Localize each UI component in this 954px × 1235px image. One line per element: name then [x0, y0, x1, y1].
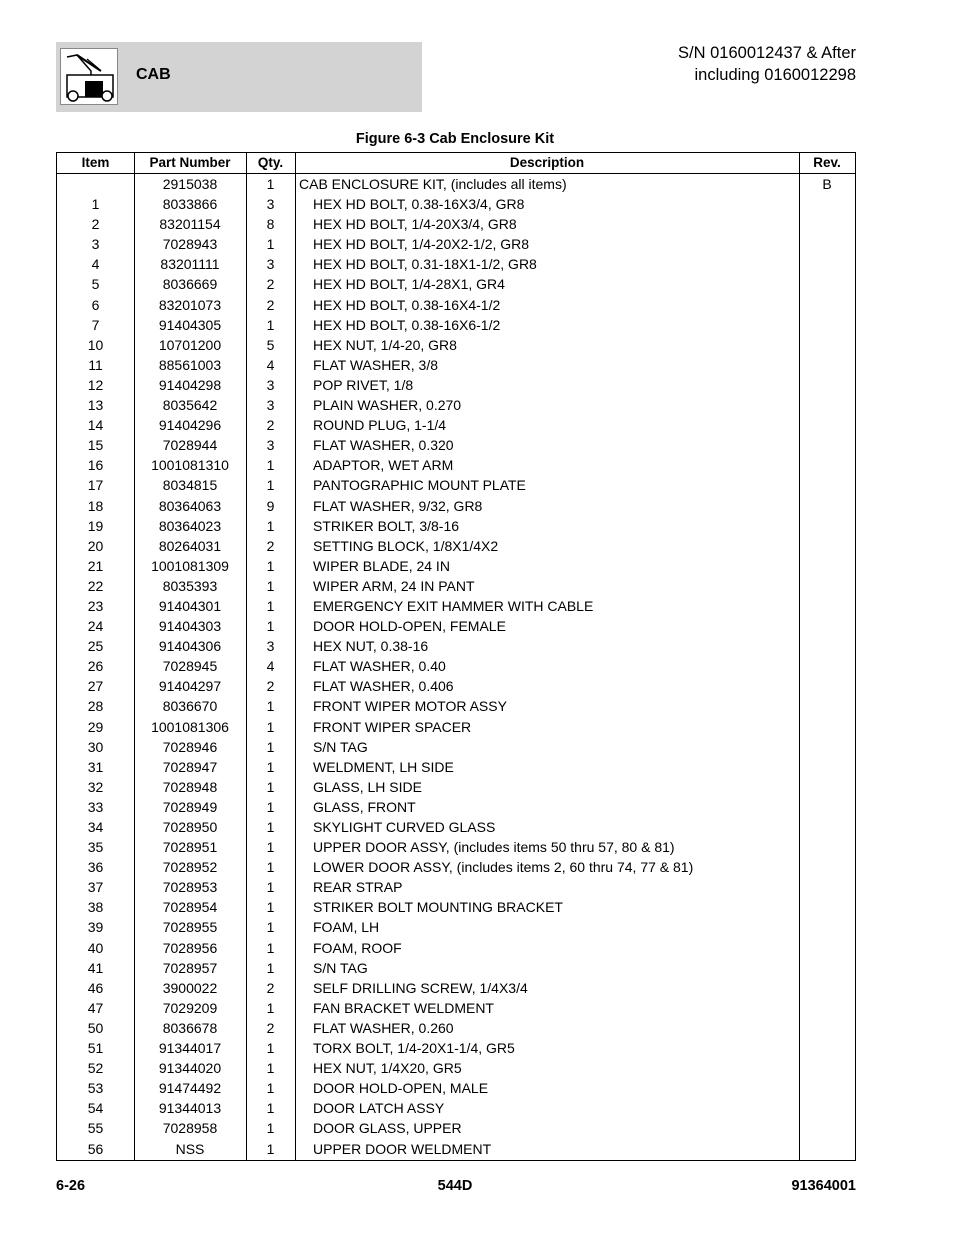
description-cell: HEX NUT, 1/4X20, GR5	[313, 1060, 462, 1077]
part-number-cell: 7028955	[162, 919, 218, 936]
description-cell: HEX HD BOLT, 0.38-16X4-1/2	[313, 296, 501, 313]
item-cell: 5	[91, 276, 100, 293]
description-cell: FLAT WASHER, 9/32, GR8	[313, 497, 483, 514]
item-cell: 1	[91, 196, 100, 213]
description-cell: FLAT WASHER, 0.40	[313, 658, 446, 675]
table-row	[57, 435, 855, 455]
item-cell: 3	[91, 236, 100, 253]
part-number-cell: 91404305	[158, 316, 222, 333]
item-cell: 13	[87, 397, 104, 414]
description-cell: DOOR GLASS, UPPER	[313, 1120, 462, 1137]
description-cell: FOAM, LH	[313, 919, 380, 936]
manual-number: 91364001	[791, 1178, 856, 1194]
qty-cell: 1	[266, 236, 275, 253]
qty-cell: 1	[266, 758, 275, 775]
part-number-cell: 7029209	[162, 999, 218, 1016]
column-header-part-number: Part Number	[149, 155, 231, 170]
table-row	[57, 938, 855, 958]
item-cell: 15	[87, 437, 104, 454]
table-row	[57, 295, 855, 315]
part-number-cell: 10701200	[158, 336, 222, 353]
qty-cell: 3	[266, 256, 275, 273]
description-cell: SETTING BLOCK, 1/8X1/4X2	[313, 537, 499, 554]
table-row	[57, 455, 855, 475]
description-cell: GLASS, FRONT	[313, 798, 416, 815]
table-row	[57, 174, 855, 194]
table-row	[57, 475, 855, 495]
table-row	[57, 636, 855, 656]
qty-cell: 1	[266, 718, 275, 735]
item-cell: 14	[87, 417, 104, 434]
serial-line-1: S/N 0160012437 & After	[678, 44, 856, 62]
table-row	[57, 1139, 855, 1159]
description-cell: PANTOGRAPHIC MOUNT PLATE	[313, 477, 526, 494]
item-cell: 26	[87, 658, 104, 675]
qty-cell: 2	[266, 417, 275, 434]
description-cell: FRONT WIPER MOTOR ASSY	[313, 698, 507, 715]
qty-cell: 1	[266, 597, 275, 614]
table-row	[57, 375, 855, 395]
description-cell: DOOR HOLD-OPEN, MALE	[313, 1080, 489, 1097]
table-row	[57, 757, 855, 777]
part-number-cell: 8036669	[162, 276, 218, 293]
description-cell: WELDMENT, LH SIDE	[313, 758, 454, 775]
table-row	[57, 274, 855, 294]
section-title: CAB	[136, 66, 171, 83]
part-number-cell: 8036678	[162, 1019, 218, 1036]
description-cell: HEX HD BOLT, 1/4-28X1, GR4	[313, 276, 505, 293]
qty-cell: 1	[266, 698, 275, 715]
table-row	[57, 395, 855, 415]
item-cell: 20	[87, 537, 104, 554]
table-row	[57, 335, 855, 355]
part-number-cell: 88561003	[158, 356, 222, 373]
table-row	[57, 1038, 855, 1058]
qty-cell: 2	[266, 537, 275, 554]
description-cell: HEX NUT, 0.38-16	[313, 638, 429, 655]
item-cell: 38	[87, 899, 104, 916]
qty-cell: 1	[266, 778, 275, 795]
qty-cell: 1	[266, 1140, 275, 1157]
description-cell: STRIKER BOLT MOUNTING BRACKET	[313, 899, 563, 916]
item-cell: 51	[87, 1040, 104, 1057]
item-cell: 25	[87, 638, 104, 655]
qty-cell: 1	[266, 738, 275, 755]
description-cell: S/N TAG	[313, 959, 368, 976]
qty-cell: 1	[266, 1100, 275, 1117]
item-cell: 34	[87, 819, 104, 835]
description-cell: FLAT WASHER, 3/8	[313, 356, 438, 373]
table-row	[57, 1118, 855, 1138]
qty-cell: 3	[266, 397, 275, 414]
qty-cell: 8	[266, 216, 275, 233]
part-number-cell: 8034815	[162, 477, 218, 494]
description-cell: FLAT WASHER, 0.320	[313, 437, 454, 454]
part-number-cell: 7028957	[162, 959, 218, 976]
description-cell: WIPER ARM, 24 IN PANT	[313, 577, 475, 594]
description-cell: SELF DRILLING SCREW, 1/4X3/4	[313, 979, 528, 996]
description-cell: FAN BRACKET WELDMENT	[313, 999, 494, 1016]
part-number-cell: 83201073	[158, 296, 222, 313]
part-number-cell: 91344020	[158, 1060, 222, 1077]
figure-title: Figure 6-3 Cab Enclosure Kit	[355, 131, 555, 147]
description-cell: HEX HD BOLT, 0.38-16X6-1/2	[313, 316, 501, 333]
part-number-cell: 1001081306	[151, 718, 229, 735]
item-cell: 47	[87, 999, 104, 1016]
qty-cell: 1	[266, 477, 275, 494]
item-cell: 54	[87, 1100, 104, 1117]
table-row	[57, 696, 855, 716]
table-row	[57, 817, 855, 837]
qty-cell: 1	[266, 819, 275, 835]
item-cell: 6	[91, 296, 100, 313]
item-cell: 40	[87, 939, 104, 956]
description-cell: S/N TAG	[313, 738, 368, 755]
qty-cell: 1	[266, 939, 275, 956]
table-row	[57, 1058, 855, 1078]
item-cell: 7	[91, 316, 100, 333]
serial-line-2: including 0160012298	[694, 66, 856, 84]
qty-cell: 1	[266, 316, 275, 333]
item-cell: 21	[87, 557, 104, 574]
part-number-cell: 7028950	[162, 819, 218, 835]
description-cell: PLAIN WASHER, 0.270	[313, 397, 462, 414]
part-number-cell: 80364063	[158, 497, 222, 514]
description-cell: EMERGENCY EXIT HAMMER WITH CABLE	[313, 597, 594, 614]
part-number-cell: 91404306	[158, 638, 222, 655]
parts-table	[56, 152, 856, 1161]
table-header	[57, 153, 855, 174]
table-row	[57, 717, 855, 737]
description-cell: DOOR HOLD-OPEN, FEMALE	[313, 618, 506, 635]
item-cell: 30	[87, 738, 104, 755]
part-number-cell: 3900022	[162, 979, 218, 996]
qty-cell: 2	[266, 296, 275, 313]
table-row	[57, 998, 855, 1018]
table-row	[57, 234, 855, 254]
qty-cell: 1	[266, 577, 275, 594]
table-row	[57, 877, 855, 897]
table-row	[57, 496, 855, 516]
table-row	[57, 415, 855, 435]
table-row	[57, 194, 855, 214]
part-number-cell: 80364023	[158, 517, 222, 534]
part-number-cell: 2915038	[162, 176, 218, 192]
table-row	[57, 917, 855, 937]
part-number-cell: 1001081310	[151, 457, 229, 474]
item-cell: 2	[91, 216, 100, 233]
part-number-cell: 91474492	[158, 1080, 222, 1097]
part-number-cell: 7028949	[162, 798, 218, 815]
table-row	[57, 355, 855, 375]
part-number-cell: 7028946	[162, 738, 218, 755]
cab-section-icon	[60, 48, 118, 105]
table-row	[57, 576, 855, 596]
part-number-cell: 7028943	[162, 236, 218, 253]
qty-cell: 2	[266, 276, 275, 293]
column-header-qty: Qty.	[257, 155, 284, 170]
part-number-cell: 7028958	[162, 1120, 218, 1137]
part-number-cell: 8035642	[162, 397, 218, 414]
qty-cell: 1	[266, 176, 275, 192]
table-row	[57, 616, 855, 636]
part-number-cell: 7028956	[162, 939, 218, 956]
part-number-cell: 7028951	[162, 839, 218, 856]
part-number-cell: 91404298	[158, 376, 222, 393]
part-number-cell: 83201111	[160, 256, 220, 273]
qty-cell: 1	[266, 859, 275, 876]
item-cell: 31	[87, 758, 104, 775]
table-body	[57, 174, 855, 1159]
part-number-cell: 83201154	[159, 216, 221, 233]
qty-cell: 1	[266, 457, 275, 474]
item-cell: 36	[87, 859, 104, 876]
part-number-cell: 8033866	[162, 196, 218, 213]
table-row	[57, 536, 855, 556]
serial-number-block	[678, 42, 856, 86]
qty-cell: 1	[266, 919, 275, 936]
table-row	[57, 1018, 855, 1038]
description-cell: SKYLIGHT CURVED GLASS	[313, 819, 496, 835]
item-cell: 46	[87, 979, 104, 996]
description-cell: FRONT WIPER SPACER	[313, 718, 472, 735]
description-cell: HEX HD BOLT, 1/4-20X3/4, GR8	[313, 216, 517, 233]
description-cell: WIPER BLADE, 24 IN	[313, 557, 450, 574]
part-number-cell: NSS	[175, 1140, 205, 1157]
description-cell: HEX HD BOLT, 1/4-20X2-1/2, GR8	[313, 236, 530, 253]
table-row	[57, 516, 855, 536]
item-cell: 52	[87, 1060, 104, 1077]
description-cell: POP RIVET, 1/8	[313, 376, 414, 393]
table-row	[57, 1098, 855, 1118]
item-cell: 39	[87, 919, 104, 936]
part-number-cell: 7028953	[162, 879, 218, 896]
column-header-item: Item	[81, 155, 110, 170]
qty-cell: 1	[266, 999, 275, 1016]
item-cell: 16	[87, 457, 104, 474]
description-cell: GLASS, LH SIDE	[313, 778, 422, 795]
part-number-cell: 7028952	[162, 859, 218, 876]
qty-cell: 1	[266, 1080, 275, 1097]
table-row	[57, 656, 855, 676]
item-cell: 10	[87, 336, 104, 353]
qty-cell: 1	[266, 839, 275, 856]
item-cell: 23	[87, 597, 104, 614]
qty-cell: 4	[266, 356, 275, 373]
table-row	[57, 897, 855, 917]
table-row	[57, 676, 855, 696]
table-row	[57, 958, 855, 978]
qty-cell: 1	[266, 557, 275, 574]
qty-cell: 3	[266, 437, 275, 454]
part-number-cell: 91404301	[158, 597, 222, 614]
table-row	[57, 254, 855, 274]
item-cell: 33	[87, 798, 104, 815]
part-number-cell: 1001081309	[151, 557, 229, 574]
section-header-band	[56, 42, 422, 112]
part-number-cell: 91404303	[158, 618, 222, 635]
item-cell: 28	[87, 698, 104, 715]
item-cell: 4	[91, 256, 100, 273]
description-cell: ROUND PLUG, 1-1/4	[313, 417, 447, 434]
qty-cell: 1	[266, 1040, 275, 1057]
table-row	[57, 857, 855, 877]
qty-cell: 5	[266, 336, 275, 353]
qty-cell: 1	[266, 1120, 275, 1137]
item-cell: 22	[87, 577, 104, 594]
table-row	[57, 596, 855, 616]
item-cell: 37	[87, 879, 104, 896]
part-number-cell: 91404296	[158, 417, 222, 434]
description-cell: UPPER DOOR WELDMENT	[313, 1140, 492, 1157]
description-cell: DOOR LATCH ASSY	[313, 1100, 445, 1117]
part-number-cell: 8035393	[162, 577, 218, 594]
qty-cell: 1	[266, 1060, 275, 1077]
description-cell: FOAM, ROOF	[313, 939, 402, 956]
item-cell: 32	[87, 778, 104, 795]
description-cell: TORX BOLT, 1/4-20X1-1/4, GR5	[313, 1040, 515, 1057]
item-cell: 35	[87, 839, 104, 856]
table-row	[57, 978, 855, 998]
column-header-description: Description	[509, 155, 585, 170]
qty-cell: 2	[266, 678, 275, 695]
item-cell: 17	[87, 477, 104, 494]
qty-cell: 2	[266, 1019, 275, 1036]
qty-cell: 3	[266, 638, 275, 655]
description-cell: ADAPTOR, WET ARM	[313, 457, 454, 474]
item-cell: 29	[87, 718, 104, 735]
item-cell: 12	[87, 376, 104, 393]
item-cell: 41	[87, 959, 104, 976]
description-cell: HEX HD BOLT, 0.38-16X3/4, GR8	[313, 196, 525, 213]
description-cell: FLAT WASHER, 0.260	[313, 1019, 454, 1036]
part-number-cell: 7028954	[162, 899, 218, 916]
description-cell: CAB ENCLOSURE KIT, (includes all items)	[299, 176, 567, 192]
item-cell: 19	[87, 517, 104, 534]
table-row	[57, 556, 855, 576]
description-cell: UPPER DOOR ASSY, (includes items 50 thru 57, 80 & 81)	[313, 839, 675, 856]
description-cell: STRIKER BOLT, 3/8-16	[313, 517, 460, 534]
item-cell: 55	[87, 1120, 104, 1137]
item-cell: 27	[87, 678, 104, 695]
item-cell: 50	[87, 1019, 104, 1036]
description-cell: REAR STRAP	[313, 879, 403, 896]
part-number-cell: 8036670	[162, 698, 218, 715]
part-number-cell: 91344017	[158, 1040, 222, 1057]
part-number-cell: 91404297	[158, 678, 222, 695]
part-number-cell: 80264031	[158, 537, 222, 554]
column-header-rev: Rev.	[813, 155, 841, 170]
item-cell: 56	[87, 1140, 104, 1157]
qty-cell: 1	[266, 618, 275, 635]
part-number-cell: 7028945	[162, 658, 218, 675]
item-cell: 11	[88, 356, 103, 373]
qty-cell: 4	[266, 658, 275, 675]
qty-cell: 1	[266, 879, 275, 896]
qty-cell: 2	[266, 979, 275, 996]
table-row	[57, 1078, 855, 1098]
table-row	[57, 777, 855, 797]
table-row	[57, 315, 855, 335]
description-cell: FLAT WASHER, 0.406	[313, 678, 454, 695]
table-row	[57, 214, 855, 234]
qty-cell: 3	[266, 376, 275, 393]
description-cell: LOWER DOOR ASSY, (includes items 2, 60 thru 74, 77 & 81)	[313, 859, 694, 876]
qty-cell: 1	[266, 899, 275, 916]
description-cell: HEX HD BOLT, 0.31-18X1-1/2, GR8	[313, 256, 537, 273]
part-number-cell: 91344013	[158, 1100, 222, 1117]
page-number: 6-26	[56, 1178, 86, 1194]
qty-cell: 1	[266, 798, 275, 815]
part-number-cell: 7028947	[162, 758, 218, 775]
description-cell: HEX NUT, 1/4-20, GR8	[313, 336, 457, 353]
item-cell: 53	[87, 1080, 104, 1097]
qty-cell: 1	[266, 517, 275, 534]
item-cell: 18	[87, 497, 104, 514]
model-number: 544D	[437, 1178, 473, 1194]
item-cell: 24	[87, 618, 104, 635]
table-row	[57, 797, 855, 817]
part-number-cell: 7028948	[162, 778, 218, 795]
qty-cell: 1	[266, 959, 275, 976]
qty-cell: 3	[266, 196, 275, 213]
rev-cell: B	[822, 176, 832, 192]
part-number-cell: 7028944	[162, 437, 218, 454]
qty-cell: 9	[266, 497, 275, 514]
table-row	[57, 837, 855, 857]
table-row	[57, 737, 855, 757]
